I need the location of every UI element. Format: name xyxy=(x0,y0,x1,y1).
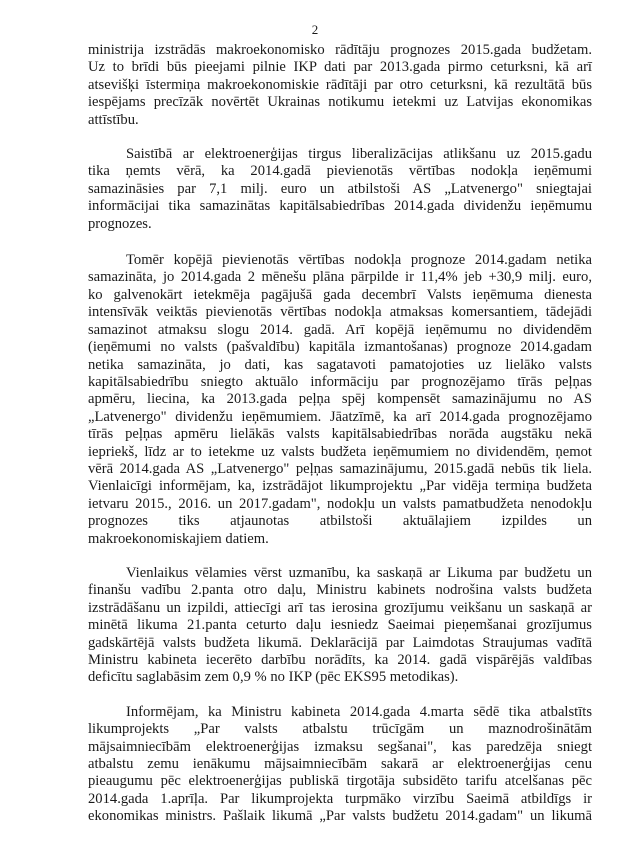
text-line: intensīvāk veiktās pievienotās vērtības nodokļa atmaksas komersantiem, tādejādi xyxy=(88,304,592,321)
text-line: ministrija izstrādās makroekonomisko rādītāju prognozes 2015.gada budžetam. xyxy=(88,42,592,58)
text-line: attīstību. xyxy=(88,111,139,128)
paragraph-budget-law xyxy=(88,565,592,687)
text-line: ko galvenokārt ietekmēja pagājušā gada decembrī Valsts ieņēmuma dienesta xyxy=(88,286,592,303)
text-line: iepriekš, līdz ar to ietekme uz valsts budžeta ieņēmumiem no dividendēm, ņemot xyxy=(88,443,592,460)
text-line: mājsaimniecībām elektroenerģijas izmaksu segšanai", kas paredzēja sniegt xyxy=(88,738,592,755)
text-line: makroekonomiskajiem datiem. xyxy=(88,530,269,547)
text-line: 2014.gada 1.aprīļa. Par likumprojekta turpmāko virzību Saeimā atbildīgs ir xyxy=(88,790,592,807)
text-line: informācijai tika samazinātas kapitālsabiedrības 2014.gada dividenžu ieņēmumu xyxy=(88,198,592,215)
text-line: gadskārtējā valsts budžeta likumā. Deklarācijā par Laimdotas Straujumas vadītā xyxy=(88,634,592,651)
text-line: vērā 2014.gada AS „Latvenergo" peļņas samazinājumu, 2015.gadā nebūs tik liela. xyxy=(88,460,592,477)
text-line: likumprojekts „Par valsts atbalstu trūcīgām un maznodrošinātām xyxy=(88,721,592,738)
paragraph-vat-forecast xyxy=(88,252,592,548)
text-line: izstrādāšanu un izpildi, attiecīgi arī tas ierosina grozījumu veikšanu un saskaņā ar xyxy=(88,599,592,616)
text-line: prognozes tiks atjaunotas atbilstoši aktuālajiem izpildes un xyxy=(88,513,592,530)
text-line: iespējams precīzāk novērtēt Ukrainas notikumu ietekmi uz Latvijas ekonomikas xyxy=(88,94,592,111)
text-line: samazināsies par 7,1 milj. euro un atbilstoši AS „Latvenergo" sniegtajai xyxy=(88,180,592,197)
text-line: „Latvenergo" dividenžu ieņēmumiem. Jāatzīmē, ka arī 2014.gada prognozējamo xyxy=(88,408,592,425)
text-line: Vienlaicīgi informējam, ka, izstrādājot likumprojektu „Par vidēja termiņa budžeta xyxy=(88,478,592,495)
document-body xyxy=(88,42,592,843)
text-line: Tomēr kopējā pievienotās vērtības nodokļa prognoze 2014.gadam netika xyxy=(126,252,592,269)
text-line: deficītu saglabāsim zem 0,9 % no IKP (pēc EKS95 metodikas). xyxy=(88,669,459,686)
text-line: Ministru kabineta iecerēto darbību norādīts, ka 2014. gadā vispārējās valdības xyxy=(88,652,592,668)
text-line: prognozes. xyxy=(88,215,152,232)
text-line: (ieņēmumi no valsts (pašvaldību) kapitāla izmantošanas) prognoze 2014.gadam xyxy=(88,339,592,356)
text-line: netika samazināta, jo dati, kas sagatavoti pamatojoties uz lielāko valsts xyxy=(88,356,592,373)
text-line: Saistībā ar elektroenerģijas tirgus liberalizācijas atlikšanu uz 2015.gadu xyxy=(126,146,592,163)
text-line: atsevišķi īstermiņa makroekonomiskie rādītāji par otro ceturksni, kā rezultātā būs xyxy=(88,76,592,93)
paragraph-forecast-2015 xyxy=(88,42,592,129)
page-number: 2 xyxy=(311,22,319,37)
text-line: ietvaru 2015., 2016. un 2017.gadam", nodokļu un valsts pamatbudžeta nenodokļu xyxy=(88,495,592,512)
text-line: samazināta, jo 2014.gada 2 mēnešu plāna pārpilde ir 11,4% jeb +30,9 milj. euro, xyxy=(88,269,592,286)
paragraph-electricity-liberalization xyxy=(88,146,592,233)
text-line: apmēru, liecina, ka 2013.gada peļņa spēj kompensēt samazinājumu no AS xyxy=(88,391,592,408)
text-line: samazinot atmaksu slogu 2014. gadā. Arī kopējā ieņēmumu no dividendēm xyxy=(88,321,592,338)
text-line: tika ņemts vērā, ka 2014.gadā pievienotās vērtības nodokļa ieņēmumi xyxy=(88,163,592,180)
text-line: atbalstu zemu ienākumu mājsaimniecībām sakarā ar elektroenerģijas cenu xyxy=(88,756,592,773)
text-line: pieaugumu pēc elektroenerģijas publiskā tirgotāja subsidēto tarifu atcelšanas pēc xyxy=(88,773,592,790)
text-line: Informējam, ka Ministru kabineta 2014.gada 4.marta sēdē tika atbalstīts xyxy=(126,703,592,720)
text-line: Vienlaikus vēlamies vērst uzmanību, ka saskaņā ar Likuma par budžetu un xyxy=(126,564,592,581)
text-line: ekonomikas ministrs. Pašlaik likumā „Par valsts budžetu 2014.gadam" un likumā xyxy=(88,808,592,825)
text-line: kapitālsabiedrību sniegto aktuālo informāciju par prognozējamo tīrās peļņas xyxy=(88,373,592,390)
text-line: minētā likuma 21.panta ceturto daļu iesniedz Saeimai pieņemšanai grozījumus xyxy=(88,617,592,634)
text-line: Uz to brīdi būs pieejami pilnie IKP dati par 2013.gada pirmo ceturksni, kā arī xyxy=(88,59,592,76)
text-line: finanšu vadību 2.panta otro daļu, Ministru kabinets nodrošina valsts budžeta xyxy=(88,582,592,599)
text-line: tīrās peļņas apmēru lielākās valsts kapitālsabiedrības norāda augstāku nekā xyxy=(88,426,592,443)
paragraph-cabinet-meeting xyxy=(88,704,592,826)
